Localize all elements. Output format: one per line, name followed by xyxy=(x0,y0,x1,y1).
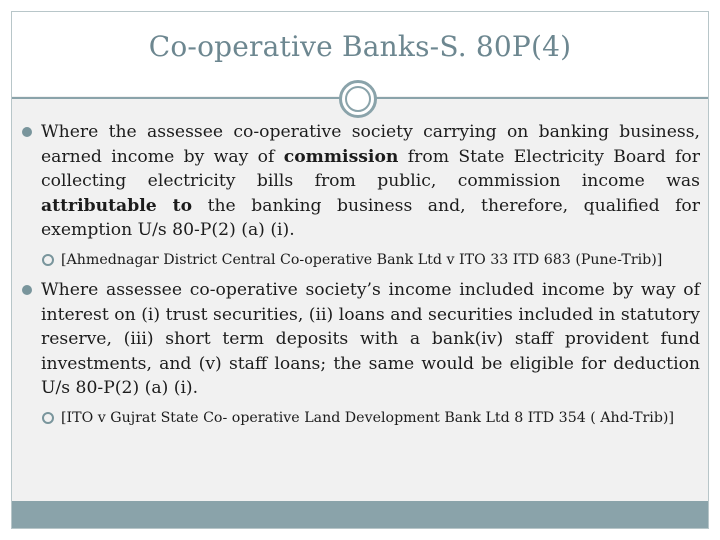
citation-text: [ITO v Gujrat State Co- operative Land Development Bank Ltd 8 ITD 354 ( Ahd-Trib)] xyxy=(61,409,674,426)
citation-text: [Ahmednagar District Central Co-operative Bank Ltd v ITO 33 ITD 683 (Pune-Trib)] xyxy=(61,251,663,268)
citation-2 xyxy=(41,408,700,428)
bullet-dot-icon xyxy=(22,285,32,295)
bullet-text: Where the assessee co-operative society carrying on banking business, earned income by way of xyxy=(41,122,700,167)
bullet-point-1 xyxy=(20,120,700,243)
bold-term: commission xyxy=(283,146,399,167)
slide-title: Co-operative Banks-S. 80P(4) xyxy=(148,30,572,63)
sub-bullet-ring-icon xyxy=(42,254,54,266)
citation-1 xyxy=(41,250,700,270)
bold-term: attributable to xyxy=(41,195,193,216)
bullet-text: Where assessee co-operative society’s income included income by way of interest on (i) trust securities, (ii) loans and securities included in statutory reserve, (iii) short term deposits with a bank(iv) staff provident fund investments, and (v) staff loans; the same would be eligible for deduction U/s 80-P(2) (a) (i). xyxy=(41,279,700,399)
bullet-dot-icon xyxy=(22,127,32,137)
footer-bar xyxy=(12,501,708,528)
slide-content xyxy=(20,120,700,428)
bullet-text: the banking business and, therefore, qualified for exemption U/s 80-P(2) (a) (i). xyxy=(41,195,700,241)
bullet-text: from State Electricity Board for collecting electricity bills from public, commission income was xyxy=(41,146,700,192)
ring-ornament-icon xyxy=(339,80,377,118)
sub-bullet-ring-icon xyxy=(42,412,54,424)
bullet-point-2 xyxy=(20,278,700,401)
